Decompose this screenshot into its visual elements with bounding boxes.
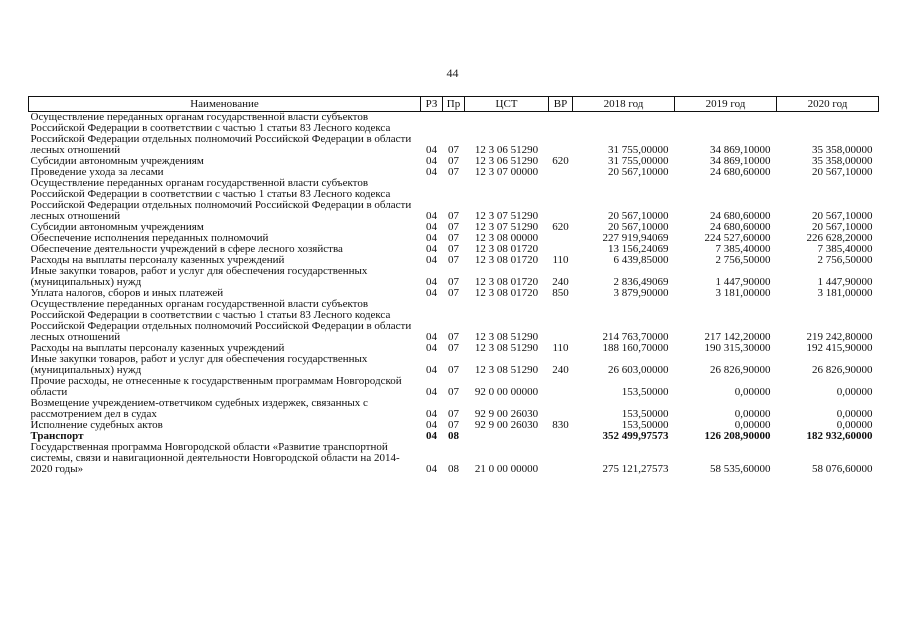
- cell-2020: 20 567,10000: [812, 221, 873, 233]
- cell-vr: 110: [552, 254, 569, 266]
- cell-2019: 0,00000: [734, 408, 771, 420]
- cell-2019: 0,00000: [734, 419, 771, 431]
- cell-name: Субсидии автономным учреждениям: [30, 155, 204, 167]
- cell-cst: 12 3 08 01720: [474, 276, 539, 288]
- cell-2019: 1 447,90000: [715, 276, 771, 288]
- cell-2019: 224 527,60000: [704, 232, 771, 244]
- cell-2020: 35 358,00000: [812, 155, 873, 167]
- cell-cst: 92 0 00 00000: [474, 386, 539, 398]
- cell-rz: 04: [426, 144, 437, 156]
- cell-rz: 04: [426, 254, 437, 266]
- cell-name: Осуществление переданных органам государственной власти субъектов Российской Федерации в соответствии с частью 1 статьи 83 Лесного кодекса Российской Федерации отдельных полномочий Российской Федерации в области лесных отношений: [30, 298, 412, 343]
- cell-rz: 04: [426, 221, 437, 233]
- table-row: [29, 112, 879, 157]
- cell-2018: 31 755,00000: [608, 155, 669, 167]
- cell-2018: 153,50000: [621, 419, 669, 431]
- cell-cst: 12 3 06 51290: [474, 155, 539, 167]
- cell-rz: 04: [426, 232, 437, 244]
- cell-pr: 07: [448, 144, 459, 156]
- cell-rz: 04: [426, 287, 437, 299]
- table-row: [29, 376, 879, 398]
- cell-2019: 0,00000: [734, 386, 771, 398]
- cell-2020: 58 076,60000: [812, 463, 873, 475]
- cell-pr: 07: [448, 254, 459, 266]
- cell-vr: [549, 376, 573, 398]
- cell-cst: 12 3 08 51290: [474, 342, 539, 354]
- cell-2019: 2 756,50000: [715, 254, 771, 266]
- cell-pr: 07: [448, 364, 459, 376]
- cell-cst: 21 0 00 00000: [474, 463, 539, 475]
- cell-2018: 3 879,90000: [613, 287, 669, 299]
- cell-2018: 20 567,10000: [608, 221, 669, 233]
- cell-pr: 07: [448, 210, 459, 222]
- cell-pr: 07: [448, 408, 459, 420]
- cell-rz: 04: [426, 430, 437, 442]
- cell-name: Расходы на выплаты персоналу казенных учреждений: [30, 254, 285, 266]
- cell-2020: 226 628,20000: [806, 232, 873, 244]
- cell-2019: 24 680,60000: [710, 210, 771, 222]
- cell-pr: 07: [448, 419, 459, 431]
- header-2018: 2018 год: [573, 97, 675, 112]
- cell-pr: 07: [448, 243, 459, 255]
- cell-2020: 1 447,90000: [817, 276, 873, 288]
- cell-pr: 07: [448, 221, 459, 233]
- cell-2019: 58 535,60000: [710, 463, 771, 475]
- cell-pr: 07: [448, 232, 459, 244]
- cell-vr: [549, 178, 573, 222]
- cell-2020: 182 932,60000: [806, 430, 873, 442]
- cell-2018: 2 836,49069: [613, 276, 669, 288]
- cell-vr: 830: [552, 419, 569, 431]
- cell-2018: 214 763,70000: [602, 331, 669, 343]
- cell-rz: 04: [426, 386, 437, 398]
- cell-rz: 04: [426, 408, 437, 420]
- cell-pr: 07: [448, 276, 459, 288]
- cell-cst: 12 3 08 01720: [474, 254, 539, 266]
- cell-vr: 240: [552, 364, 569, 376]
- cell-name: Прочие расходы, не отнесенные к государственным программам Новгородской области: [30, 375, 402, 398]
- cell-pr: 07: [448, 342, 459, 354]
- cell-name: Иные закупки товаров, работ и услуг для обеспечения государственных (муниципальных) нужд: [30, 265, 368, 288]
- cell-vr: 240: [552, 276, 569, 288]
- budget-table: [28, 96, 879, 475]
- table-row: [29, 398, 879, 420]
- cell-cst: 12 3 08 01720: [474, 243, 539, 255]
- cell-rz: 04: [426, 155, 437, 167]
- cell-rz: 04: [426, 364, 437, 376]
- cell-cst: 12 3 07 51290: [474, 221, 539, 233]
- cell-vr: 620: [552, 221, 569, 233]
- cell-pr: 07: [448, 386, 459, 398]
- cell-pr: 07: [448, 155, 459, 167]
- cell-2020: 35 358,00000: [812, 144, 873, 156]
- cell-2018: 153,50000: [621, 386, 669, 398]
- cell-vr: 620: [552, 155, 569, 167]
- header-2020: 2020 год: [777, 97, 879, 112]
- cell-rz: 04: [426, 419, 437, 431]
- cell-2019: 34 869,10000: [710, 155, 771, 167]
- cell-2020: 7 385,40000: [817, 243, 873, 255]
- cell-vr: [549, 112, 573, 157]
- cell-rz: 04: [426, 331, 437, 343]
- cell-rz: 04: [426, 463, 437, 475]
- cell-2020: 20 567,10000: [812, 166, 873, 178]
- cell-pr: 07: [448, 287, 459, 299]
- cell-2019: 3 181,00000: [715, 287, 771, 299]
- cell-vr: [549, 398, 573, 420]
- table-row: [29, 442, 879, 475]
- cell-2018: 188 160,70000: [602, 342, 669, 354]
- cell-2019: 34 869,10000: [710, 144, 771, 156]
- header-rz: РЗ: [421, 97, 443, 112]
- cell-name: Обеспечение деятельности учреждений в сфере лесного хозяйства: [30, 243, 343, 255]
- header-cst: ЦСТ: [465, 97, 549, 112]
- cell-name: Обеспечение исполнения переданных полномочий: [30, 232, 269, 244]
- cell-rz: 04: [426, 166, 437, 178]
- cell-cst: 12 3 06 51290: [474, 144, 539, 156]
- cell-name: Осуществление переданных органам государственной власти субъектов Российской Федерации в соответствии с частью 1 статьи 83 Лесного кодекса Российской Федерации отдельных полномочий Российской Федерации в области лесных отношений: [30, 177, 412, 222]
- cell-2018: 20 567,10000: [608, 210, 669, 222]
- cell-cst: [465, 431, 549, 442]
- cell-cst: 12 3 07 51290: [474, 210, 539, 222]
- cell-vr: [549, 431, 573, 442]
- table-header-row: [29, 97, 879, 112]
- cell-2018: 275 121,27573: [602, 463, 669, 475]
- cell-name: Уплата налогов, сборов и иных платежей: [30, 287, 224, 299]
- cell-2018: 227 919,94069: [602, 232, 669, 244]
- cell-2020: 0,00000: [836, 386, 873, 398]
- cell-2019: 26 826,90000: [710, 364, 771, 376]
- cell-2020: 192 415,90000: [806, 342, 873, 354]
- cell-cst: 12 3 08 01720: [474, 287, 539, 299]
- cell-name: Исполнение судебных актов: [30, 419, 163, 431]
- cell-name: Осуществление переданных органам государственной власти субъектов Российской Федерации в соответствии с частью 1 статьи 83 Лесного кодекса Российской Федерации отдельных полномочий Российской Федерации в области лесных отношений: [30, 111, 412, 156]
- table-body: [29, 112, 879, 476]
- page-number: 44: [446, 66, 459, 80]
- cell-2019: 7 385,40000: [715, 243, 771, 255]
- header-vr: ВР: [549, 97, 573, 112]
- cell-2019: 217 142,20000: [704, 331, 771, 343]
- cell-2020: 3 181,00000: [817, 287, 873, 299]
- cell-rz: 04: [426, 210, 437, 222]
- cell-2020: 219 242,80000: [806, 331, 873, 343]
- cell-2020: 26 826,90000: [812, 364, 873, 376]
- cell-name: Возмещение учреждением-ответчиком судебных издержек, связанных с рассмотрением дел в судах: [30, 397, 368, 420]
- cell-2018: 20 567,10000: [608, 166, 669, 178]
- cell-vr: 850: [552, 287, 569, 299]
- cell-2020: 20 567,10000: [812, 210, 873, 222]
- cell-2018: 352 499,97573: [602, 430, 669, 442]
- table-row: [29, 178, 879, 222]
- header-name: Наименование: [29, 97, 421, 112]
- cell-name: Субсидии автономным учреждениям: [30, 221, 204, 233]
- table-row: [29, 299, 879, 343]
- cell-pr: 07: [448, 166, 459, 178]
- cell-cst: 12 3 08 00000: [474, 232, 539, 244]
- cell-vr: 110: [552, 342, 569, 354]
- cell-name: Расходы на выплаты персоналу казенных учреждений: [30, 342, 285, 354]
- cell-vr: [549, 442, 573, 475]
- table-row: [29, 354, 879, 376]
- cell-cst: 12 3 07 00000: [474, 166, 539, 178]
- cell-cst: 12 3 08 51290: [474, 331, 539, 343]
- cell-name: Проведение ухода за лесами: [30, 166, 164, 178]
- cell-2018: 31 755,00000: [608, 144, 669, 156]
- cell-2019: 24 680,60000: [710, 166, 771, 178]
- cell-pr: 08: [448, 430, 459, 442]
- cell-2019: 24 680,60000: [710, 221, 771, 233]
- cell-2020: 2 756,50000: [817, 254, 873, 266]
- header-pr: Пр: [443, 97, 465, 112]
- header-2019: 2019 год: [675, 97, 777, 112]
- cell-2020: 0,00000: [836, 408, 873, 420]
- cell-cst: 92 9 00 26030: [474, 408, 539, 420]
- cell-cst: 92 9 00 26030: [474, 419, 539, 431]
- cell-2019: 190 315,30000: [704, 342, 771, 354]
- cell-2018: 26 603,00000: [608, 364, 669, 376]
- cell-vr: [549, 299, 573, 343]
- cell-2018: 13 156,24069: [608, 243, 669, 255]
- cell-rz: 04: [426, 276, 437, 288]
- cell-2019: 126 208,90000: [704, 430, 771, 442]
- cell-2020: 0,00000: [836, 419, 873, 431]
- cell-2018: 6 439,85000: [613, 254, 669, 266]
- cell-name: Транспорт: [30, 430, 84, 442]
- cell-vr: [549, 233, 573, 244]
- cell-cst: 12 3 08 51290: [474, 364, 539, 376]
- cell-name: Государственная программа Новгородской области «Развитие транспортной системы, связи и навигационной деятельности Новгородской области на 2014-2020 годы»: [30, 441, 400, 475]
- table-row: [29, 266, 879, 288]
- cell-2018: 153,50000: [621, 408, 669, 420]
- cell-rz: 04: [426, 342, 437, 354]
- cell-vr: [549, 167, 573, 178]
- cell-pr: 08: [448, 463, 459, 475]
- cell-name: Иные закупки товаров, работ и услуг для обеспечения государственных (муниципальных) нужд: [30, 353, 368, 376]
- cell-rz: 04: [426, 243, 437, 255]
- cell-pr: 07: [448, 331, 459, 343]
